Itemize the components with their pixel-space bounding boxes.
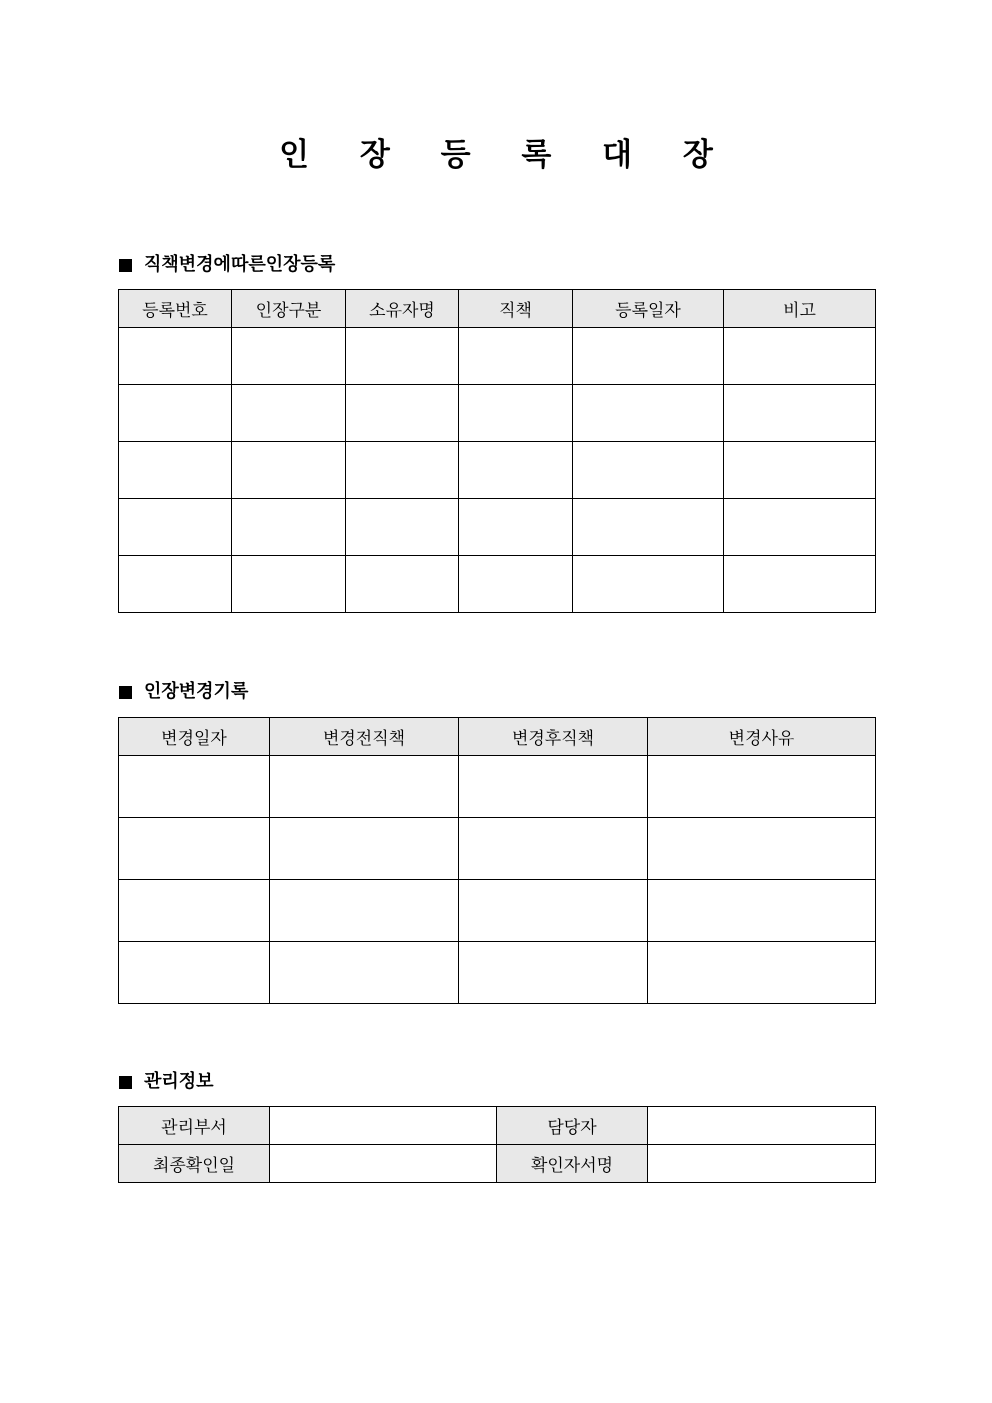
column-header-change-date: 변경일자 xyxy=(119,718,270,756)
table-cell[interactable] xyxy=(270,818,459,880)
table-cell[interactable] xyxy=(119,756,270,818)
column-header-registration-number: 등록번호 xyxy=(119,290,232,328)
table-cell[interactable] xyxy=(270,880,459,942)
column-header-change-reason: 변경사유 xyxy=(648,718,876,756)
table-cell[interactable] xyxy=(648,756,876,818)
table-cell[interactable] xyxy=(232,556,346,613)
column-header-seal-type: 인장구분 xyxy=(232,290,346,328)
square-bullet-icon xyxy=(119,686,132,699)
table-cell[interactable] xyxy=(648,818,876,880)
table-cell[interactable] xyxy=(573,442,724,499)
table-cell[interactable] xyxy=(270,942,459,1004)
table-cell[interactable] xyxy=(119,385,232,442)
table-cell[interactable] xyxy=(573,328,724,385)
column-header-position-before: 변경전직책 xyxy=(270,718,459,756)
table-cell[interactable] xyxy=(648,880,876,942)
management-info-table xyxy=(118,1106,876,1183)
table-row xyxy=(119,1145,876,1183)
field-value-verifier-signature[interactable] xyxy=(648,1145,876,1183)
table-cell[interactable] xyxy=(119,818,270,880)
table-cell[interactable] xyxy=(119,328,232,385)
section-heading-label: 관리정보 xyxy=(144,1071,214,1092)
section-heading-seal-change-record xyxy=(119,680,248,704)
field-label-person-in-charge: 담당자 xyxy=(497,1107,648,1145)
table-cell[interactable] xyxy=(346,499,459,556)
table-cell[interactable] xyxy=(724,385,876,442)
table-row xyxy=(119,756,876,818)
column-header-registration-date: 등록일자 xyxy=(573,290,724,328)
table-cell[interactable] xyxy=(459,385,573,442)
table-cell[interactable] xyxy=(459,499,573,556)
field-label-last-verified-date: 최종확인일 xyxy=(119,1145,270,1183)
table-cell[interactable] xyxy=(459,756,648,818)
table-cell[interactable] xyxy=(459,818,648,880)
table-row xyxy=(119,442,876,499)
table-row xyxy=(119,818,876,880)
table-row xyxy=(119,1107,876,1145)
table-cell[interactable] xyxy=(459,442,573,499)
document-title: 인 장 등 록 대 장 xyxy=(279,137,733,173)
section-heading-label: 직책변경에따른인장등록 xyxy=(144,254,336,275)
square-bullet-icon xyxy=(119,1076,132,1089)
field-label-verifier-signature: 확인자서명 xyxy=(497,1145,648,1183)
table-cell[interactable] xyxy=(573,499,724,556)
table-header-row xyxy=(119,718,876,756)
table-cell[interactable] xyxy=(232,499,346,556)
table-cell[interactable] xyxy=(573,556,724,613)
table-row xyxy=(119,942,876,1004)
field-value-last-verified-date[interactable] xyxy=(270,1145,497,1183)
table-cell[interactable] xyxy=(232,385,346,442)
square-bullet-icon xyxy=(119,259,132,272)
table-cell[interactable] xyxy=(459,328,573,385)
table-cell[interactable] xyxy=(459,556,573,613)
field-label-managing-department: 관리부서 xyxy=(119,1107,270,1145)
section-heading-seal-registration xyxy=(119,253,335,277)
table-cell[interactable] xyxy=(573,385,724,442)
table-cell[interactable] xyxy=(648,942,876,1004)
table-cell[interactable] xyxy=(346,385,459,442)
table-row xyxy=(119,556,876,613)
table-cell[interactable] xyxy=(270,756,459,818)
table-row xyxy=(119,328,876,385)
table-cell[interactable] xyxy=(232,442,346,499)
table-cell[interactable] xyxy=(346,442,459,499)
table-row xyxy=(119,880,876,942)
section-heading-management-info xyxy=(119,1070,214,1094)
field-value-managing-department[interactable] xyxy=(270,1107,497,1145)
table-cell[interactable] xyxy=(346,556,459,613)
table-cell[interactable] xyxy=(232,328,346,385)
seal-registration-table xyxy=(118,289,876,613)
table-cell[interactable] xyxy=(724,442,876,499)
column-header-remarks: 비고 xyxy=(724,290,876,328)
table-cell[interactable] xyxy=(119,499,232,556)
table-cell[interactable] xyxy=(119,880,270,942)
table-row xyxy=(119,499,876,556)
table-cell[interactable] xyxy=(119,442,232,499)
column-header-position-after: 변경후직책 xyxy=(459,718,648,756)
field-value-person-in-charge[interactable] xyxy=(648,1107,876,1145)
table-row xyxy=(119,385,876,442)
table-cell[interactable] xyxy=(724,328,876,385)
table-cell[interactable] xyxy=(459,880,648,942)
table-cell[interactable] xyxy=(459,942,648,1004)
table-cell[interactable] xyxy=(724,556,876,613)
seal-change-record-table xyxy=(118,717,876,1004)
table-cell[interactable] xyxy=(119,942,270,1004)
table-cell[interactable] xyxy=(119,556,232,613)
table-cell[interactable] xyxy=(346,328,459,385)
section-heading-label: 인장변경기록 xyxy=(144,681,249,702)
table-cell[interactable] xyxy=(724,499,876,556)
column-header-owner-name: 소유자명 xyxy=(346,290,459,328)
column-header-position: 직책 xyxy=(459,290,573,328)
table-header-row xyxy=(119,290,876,328)
